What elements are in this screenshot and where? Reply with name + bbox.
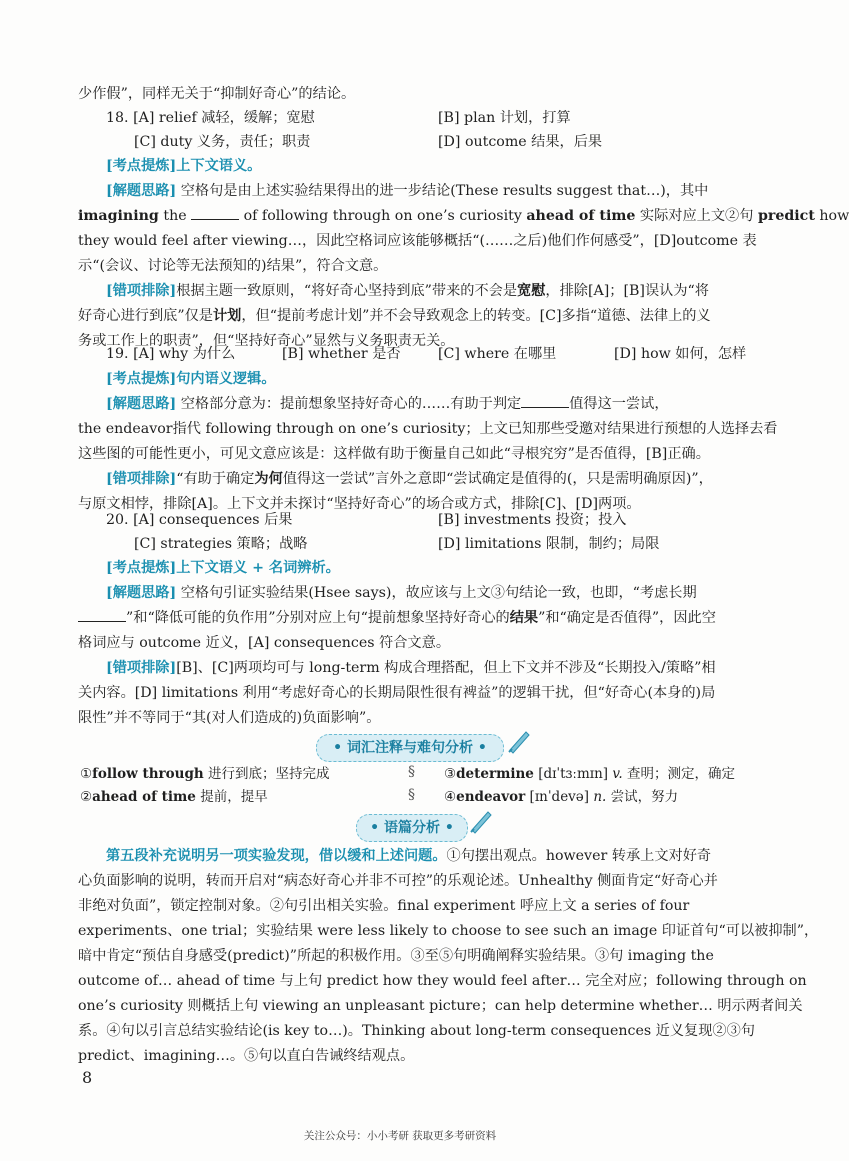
q18-key-point xyxy=(106,156,774,176)
text-span: 空格句引证实验结果(Hsee says)，故应该与上文③句结论一致，也即，“考虑长期 xyxy=(176,585,697,601)
q18-elimination-line: 务或工作上的职责”，但“坚持好奇心”显然与义务职责无关。 xyxy=(78,333,455,349)
q18-option-d: [D] outcome 结果，后果 xyxy=(438,134,603,150)
pen-icon xyxy=(468,808,494,834)
analysis-lead: 第五段补充说明另一项实验发现，借以缓和上述问题。 xyxy=(106,848,447,864)
q20-elimination-line xyxy=(106,658,774,678)
vocab-word: ahead of time xyxy=(92,789,196,805)
vocab-item xyxy=(444,764,735,784)
q20-elimination-line: 限性”并不等同于“其(对人们造成的)负面影响”。 xyxy=(78,710,381,726)
bold-term: 宽慰 xyxy=(517,283,546,299)
text-span: “有助于确定 xyxy=(176,471,255,487)
analysis-line: 暗中肯定“预估自身感受(predict)”所起的积极作用。③至⑤句明确阐释实验结果。③句 imaging the xyxy=(78,948,714,964)
q18-option-a: 18. [A] relief 减轻，缓解；宽慰 xyxy=(106,110,315,126)
q19-elimination-line: 与原文相悖，排除[A]。上下文并未探讨“坚持好奇心”的场合或方式，排除[C]、[D]两项。 xyxy=(78,496,641,512)
q18-solution-line xyxy=(78,206,849,226)
q18-solution-line: 示“(会议、讨论等无法预知的)结果”，符合文意。 xyxy=(78,258,388,274)
divider: § xyxy=(408,787,415,803)
vocab-pos: n. xyxy=(593,789,607,805)
vocab-section-banner: • 词汇注释与难句分析 • xyxy=(316,734,504,762)
q19-solution-line: the endeavor指代 following through on one’s curiosity；上文已知那些受邀对结果进行预想的人选择去看 xyxy=(78,421,778,437)
q20-solution-line xyxy=(78,608,774,628)
analysis-line: experiments、one trial；实验结果 were less likely to choose to see such an image 印证首句“可以被抑制”， xyxy=(78,923,819,939)
q18-solution-line xyxy=(106,181,774,201)
vocab-item xyxy=(80,787,268,807)
answer-blank xyxy=(521,395,569,408)
vocab-word: endeavor xyxy=(456,789,526,805)
text-span: ”和“确定是否值得”，因此空 xyxy=(538,610,716,626)
text-span: ”和“降低可能的负作用”分别对应上句“提前想象坚持好奇心的 xyxy=(126,610,510,626)
q20-elimination-line: 关内容。[D] limitations 利用“考虑好奇心的长期局限性很有裨益”的逻辑干扰，但“好奇心(本身的)局 xyxy=(78,685,716,701)
bold-term: ahead of time xyxy=(526,208,636,224)
vocab-item xyxy=(80,764,330,784)
elimination-tag: [错项排除] xyxy=(106,471,177,487)
text-span: 根据主题一致原则，“将好奇心坚持到底”带来的不会是 xyxy=(176,283,518,299)
solution-tag: [解题思路] xyxy=(106,183,177,199)
vocab-word: follow through xyxy=(92,766,204,782)
q19-key-point xyxy=(106,369,774,389)
analysis-line: 系。④句以引言总结实验结论(is key to…)。Thinking about long-term consequences 近义复现②③句 xyxy=(78,1023,755,1039)
bold-term: imagining xyxy=(78,208,159,224)
vocab-item xyxy=(444,787,678,807)
vocab-word: determine xyxy=(456,766,534,782)
vocab-definition: 尝试，努力 xyxy=(606,789,679,805)
text-span: [B]、[C]两项均可与 long-term 构成合理搭配，但上下文并不涉及“长期投入/策略”相 xyxy=(176,660,716,676)
analysis-line: predict、imagining…。⑤句以直白告诫终结观点。 xyxy=(78,1048,415,1064)
analysis-line: outcome of… ahead of time 与上句 predict how they would feel after… 完全对应；following through on xyxy=(78,973,807,989)
vocab-definition: 查明；测定，确定 xyxy=(622,766,735,782)
analysis-section-banner: • 语篇分析 • xyxy=(356,814,468,842)
answer-blank xyxy=(78,609,126,622)
elimination-tag: [错项排除] xyxy=(106,660,177,676)
vocab-number: ③ xyxy=(444,766,457,782)
divider: § xyxy=(408,764,415,780)
vocab-number: ① xyxy=(80,766,93,782)
text-span: 值得这一尝试， xyxy=(569,396,669,412)
text-span: ，但“提前考虑计划”并不会导致观念上的转变。[C]多指“道德、法律上的义 xyxy=(241,308,711,324)
bold-term: 结果 xyxy=(509,610,539,626)
vocab-definition: 提前，提早 xyxy=(195,789,268,805)
q18-elimination-line xyxy=(78,306,774,326)
key-point-tag: [考点提炼] xyxy=(106,560,177,576)
vocab-definition: 进行到底；坚持完成 xyxy=(203,766,330,782)
q20-solution-line: 格词应与 outcome 近义，[A] consequences 符合文意。 xyxy=(78,635,451,651)
analysis-line: 非绝对负面”，锁定控制对象。②句引出相关实验。final experiment 呼应上文 a series of four xyxy=(78,898,690,914)
vocab-number: ② xyxy=(80,789,93,805)
vocab-number: ④ xyxy=(444,789,457,805)
analysis-line: one’s curiosity 则概括上句 viewing an unpleasant picture；can help determine whether… 明示两者间关 xyxy=(78,998,803,1014)
text-span: 空格部分意为：提前想象坚持好奇心的……有助于判定 xyxy=(176,396,522,412)
q19-option-b: [B] whether 是否 xyxy=(282,346,401,362)
footer-note: 关注公众号：小小考研 获取更多考研资料 xyxy=(303,1130,497,1142)
vocab-phonetic: [dɪˈtɜːmɪn] xyxy=(533,766,613,782)
q19-option-c: [C] where 在哪里 xyxy=(438,346,557,362)
bold-term: 为何 xyxy=(254,471,283,487)
q19-option-a: 19. [A] why 为什么 xyxy=(106,346,236,362)
solution-tag: [解题思路] xyxy=(106,396,177,412)
text-span: how xyxy=(814,208,849,224)
text-span: 实际对应上文②句 xyxy=(635,208,758,224)
vocab-pos: v. xyxy=(612,766,623,782)
pen-icon xyxy=(506,728,532,754)
q19-solution-line: 这些图的可能性更小，可见文意应该是：这样做有助于衡量自己如此“寻根究穷”是否值得，[B]正确。 xyxy=(78,446,710,462)
elimination-tag: [错项排除] xyxy=(106,283,177,299)
q18-option-b: [B] plan 计划，打算 xyxy=(438,110,571,126)
key-point-tag: [考点提炼] xyxy=(106,158,177,174)
text-line: 少作假”，同样无关于“抑制好奇心”的结论。 xyxy=(78,86,356,102)
text-span: of following through on one’s curiosity xyxy=(239,208,527,224)
vocab-phonetic: [ɪnˈdevə] xyxy=(525,789,594,805)
key-point-text: 句内语义逻辑。 xyxy=(176,371,276,387)
q20-key-point xyxy=(106,558,774,578)
text-span: 值得这一尝试”言外之意即“尝试确定是值得的(，只是需明确原因)”， xyxy=(282,471,713,487)
q18-solution-line: they would feel after viewing…，因此空格词应该能够概括“(……之后)他们作何感受”，[D]outcome 表 xyxy=(78,233,757,249)
answer-blank xyxy=(191,207,239,220)
q18-option-c: [C] duty 义务，责任；职责 xyxy=(134,134,311,150)
q20-option-c: [C] strategies 策略；战略 xyxy=(134,536,308,552)
q20-option-d: [D] limitations 限制，制约；局限 xyxy=(438,536,660,552)
text-span: ①句摆出观点。however 转承上文对好奇 xyxy=(446,848,712,864)
solution-tag: [解题思路] xyxy=(106,585,177,601)
analysis-line: 心负面影响的说明，转而开启对“病态好奇心并非不可控”的乐观论述。Unhealthy 侧面肯定“好奇心并 xyxy=(78,873,718,889)
q20-solution-line xyxy=(106,583,774,603)
bold-term: 计划 xyxy=(212,308,242,324)
key-point-text: 上下文语义。 xyxy=(176,158,262,174)
page-number: 8 xyxy=(82,1068,93,1087)
key-point-tag: [考点提炼] xyxy=(106,371,177,387)
bold-term: predict xyxy=(757,208,815,224)
text-span: ，排除[A]；[B]误认为“将 xyxy=(545,283,709,299)
q20-option-b: [B] investments 投资；投入 xyxy=(438,512,627,528)
q19-elimination-line xyxy=(106,469,774,489)
text-span: 好奇心进行到底”仅是 xyxy=(78,308,213,324)
key-point-text: 上下文语义 + 名词辨析。 xyxy=(176,560,340,576)
text-span: 空格句是由上述实验结果得出的进一步结论(These results suggest that…)，其中 xyxy=(176,183,709,199)
q19-option-d: [D] how 如何，怎样 xyxy=(614,346,747,362)
q18-elimination-line xyxy=(106,281,774,301)
q19-solution-line xyxy=(106,394,774,414)
analysis-line xyxy=(106,846,774,866)
q20-option-a: 20. [A] consequences 后果 xyxy=(106,512,293,528)
text-span: the xyxy=(158,208,192,224)
